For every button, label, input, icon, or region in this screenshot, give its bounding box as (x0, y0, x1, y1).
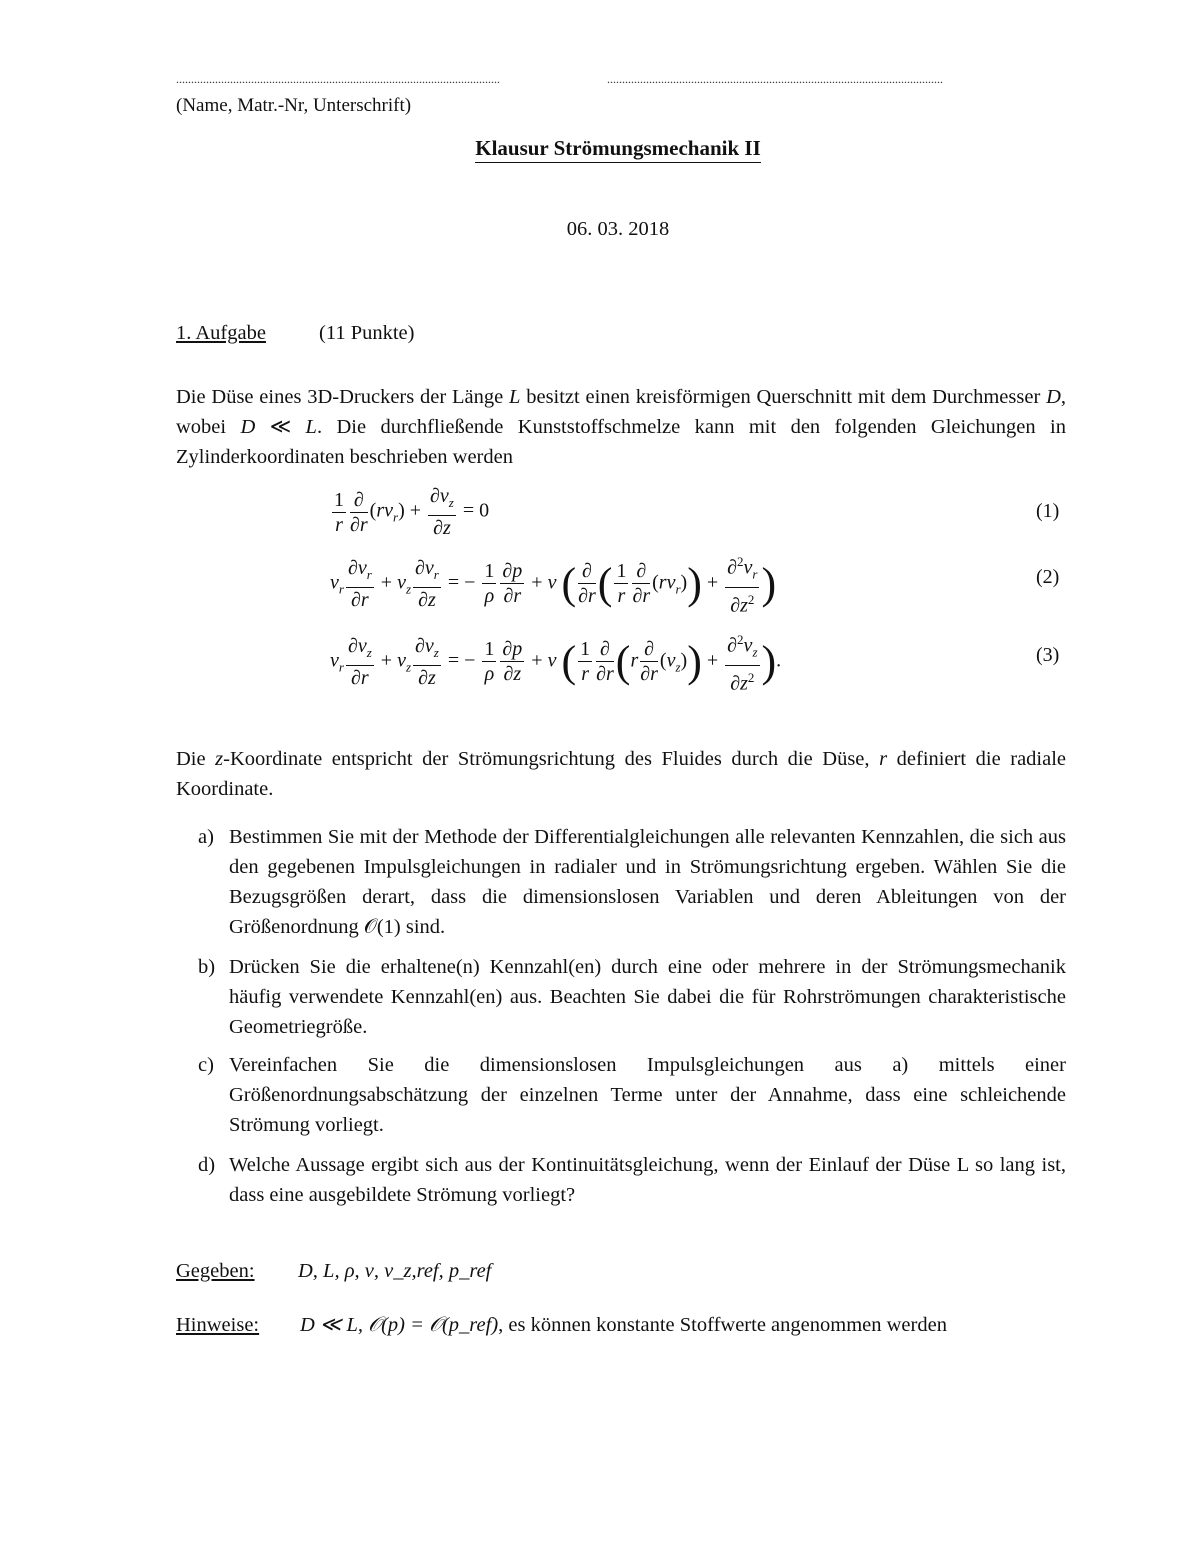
equation-number-3: (3) (1036, 644, 1060, 666)
question-text: Welche Aussage ergibt sich aus der Kontinuitätsgleichung, wenn der Einlauf der Düse L so lang ist, dass eine ausgebildete Strömung vorliegt? (229, 1154, 1066, 1206)
signature-label: (Name, Matr.-Nr, Unterschrift) (176, 95, 412, 116)
page-title: Klausur Strömungsmechanik II (0, 136, 1200, 161)
hints-label: Hinweise: (176, 1314, 260, 1336)
equation-number-2: (2) (1036, 566, 1060, 588)
intro-paragraph: Die Düse eines 3D-Druckers der Länge L besitzt einen kreisförmigen Querschnitt mit dem Durchmesser D, wobei D ≪ L. Die durchfließende Kunststoffschmelze kann mit den folgenden Gleichungen in Zylinderkoordinaten beschrieben werden (176, 386, 1067, 468)
signature-line-left: ............................................................................................................ (176, 72, 500, 86)
equation-number-1: (1) (1036, 500, 1060, 522)
question-text: Drücken Sie die erhaltene(n) Kennzahl(en) durch eine oder mehrere in der Strömungsmechanik häufig verwendete Kennzahl(en) aus. Beachten Sie dabei die für Rohrströmungen charakteristische Geometriegröße. (229, 956, 1066, 1038)
equation-axial-momentum: $v_r$ $\frac{\partial v_z}{\partial r}$ + $v_z$ $\frac{\partial v_z}{\partial z}$ = − $\frac{1}{\rho}$ $\frac{\partial p}{\partial z}$ + ν ( $\frac{1}{r}$ $\frac{\partial}{\partial r}$ (r $\frac{\partial}{\partial r}$ $(v_z)$) + $\frac{\partial^2v_z}{\partial z^2}$ ). (330, 628, 781, 688)
hints-text: D ≪ L, 𝒪(p) = 𝒪(p_ref), es können konstante Stoffwerte angenommen werden (300, 1314, 947, 1336)
question-text: Vereinfachen Sie die dimensionslosen Impulsgleichungen aus a) mittels einer Größenordnungsabschätzung der einzelnen Terme unter der Annahme, dass eine schleichende Strömung vorliegt. (229, 1054, 1066, 1136)
question-label: d) (198, 1154, 216, 1176)
question-label: a) (198, 826, 214, 848)
task-label: 1. Aufgabe (176, 322, 266, 344)
signature-line-right: ................................................................................................................ (607, 72, 943, 86)
question-label: c) (198, 1054, 214, 1076)
question-label: b) (198, 956, 216, 978)
given-value: D, L, ρ, ν, v_z,ref, p_ref (298, 1260, 492, 1282)
question-text: Bestimmen Sie mit der Methode der Differentialgleichungen alle relevanten Kennzahlen, die sich aus den gegebenen Impulsgleichungen in radialer und in Strömungsrichtung ergeben. Wählen Sie die Bezugsgrößen derart, dass die dimensionslosen Variablen und deren Ableitungen von der Größenordnung 𝒪(1) sind. (229, 826, 1066, 938)
exam-date: 06. 03. 2018 (566, 218, 670, 240)
equation-radial-momentum: $v_r$ $\frac{\partial v_r}{\partial r}$ + $v_z$ $\frac{\partial v_r}{\partial z}$ = − $\frac{1}{\rho}$ $\frac{\partial p}{\partial r}$ + ν ( $\frac{\partial}{\partial r}$ ( $\frac{1}{r}$ $\frac{\partial}{\partial r}$ $(rv_r)$) + $\frac{\partial^2v_r}{\partial z^2}$ ) (330, 550, 776, 610)
coordinate-description: Die z-Koordinate entspricht der Strömungsrichtung des Fluides durch die Düse, r definiert die radiale Koordinate. (176, 748, 1067, 800)
task-points: (11 Punkte) (319, 322, 415, 344)
given-label: Gegeben: (176, 1260, 255, 1282)
equation-continuity: $\frac{1}{r}$ $\frac{\partial}{\partial r}$ $(rv_r)$ + $\frac{\partial v_z}{\partial z}$ = 0 (334, 485, 490, 539)
